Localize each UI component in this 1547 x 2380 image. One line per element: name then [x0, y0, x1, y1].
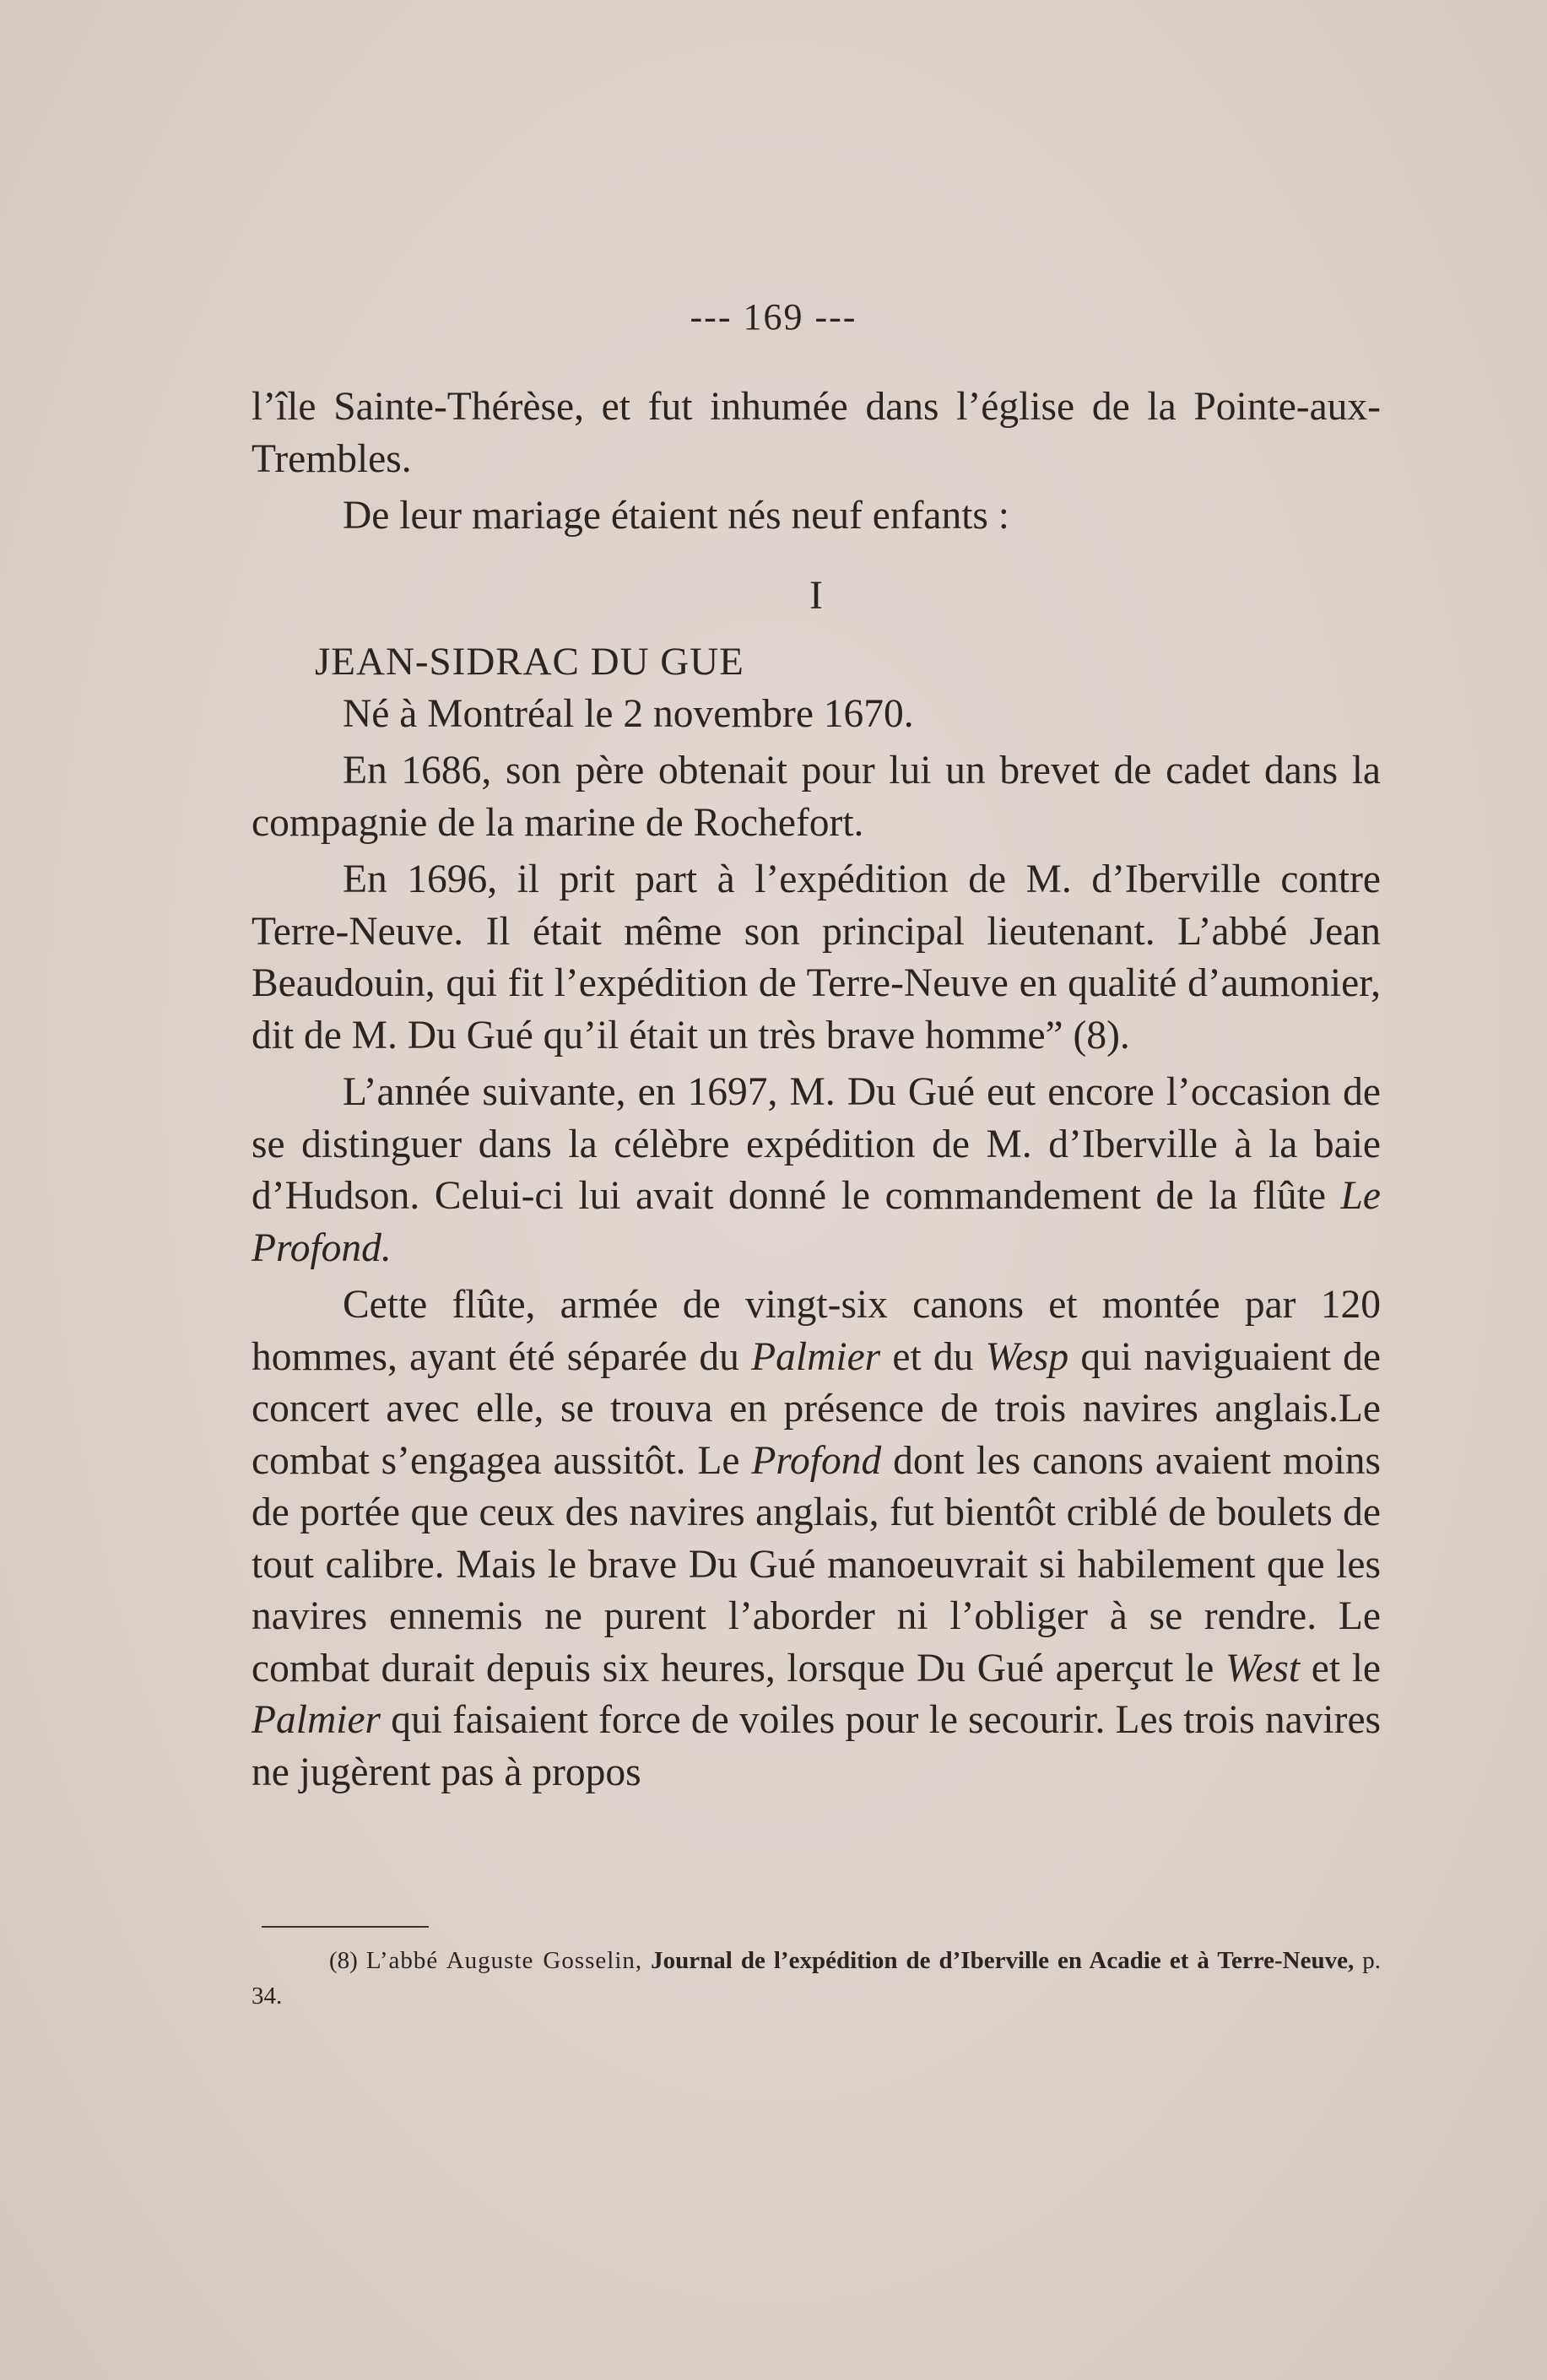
paragraph-continuation: l’île Sainte-Thérèse, et fut inhumée dans l’église de la Pointe-aux-Trembles. [252, 385, 1381, 481]
footnote-divider [262, 1926, 429, 1928]
ship-name-west: West [1225, 1646, 1301, 1690]
footnote-page-ref: p. 34. [252, 1947, 1381, 2009]
battle-text-d: dont les canons avaient moins de portée que ceux des navires anglais, fut bientôt criblé de boulets de tout calibre. Mais le brave Du Gué manoeuvrait si habilement que les navires ennemis ne purent l’aborder ni l’obliger à se rendre. Le combat durait depuis six heures, lorsque Du Gué aperçut le [252, 1438, 1382, 1690]
battle-text-e: et le [1311, 1646, 1382, 1690]
ship-name-palmier: Palmier [751, 1334, 881, 1379]
section-heading: JEAN-SIDRAC DU GUE [315, 640, 744, 684]
battle-text-b: et du [892, 1334, 974, 1379]
paragraph-birth: Né à Montréal le 2 novembre 1670. [343, 691, 914, 736]
footnote-mark: (8) [329, 1947, 358, 1974]
paragraph-children-intro: De leur mariage étaient nés neuf enfants : [343, 494, 1009, 538]
footnote-author: L’abbé Auguste Gosselin, [365, 1947, 643, 1974]
battle-text-f: qui faisaient force de voiles pour le secourir. Les trois navires ne jugèrent pas à propos [252, 1698, 1382, 1794]
paragraph-hudson-bay [252, 1067, 1381, 1274]
footnote [252, 1943, 1381, 2014]
ship-name-wesp: Wesp [985, 1334, 1069, 1379]
battle-text-a: Cette flûte, armée de vingt-six canons et montée par 120 hommes, ayant été séparée du [252, 1283, 1381, 1379]
paragraph-battle [252, 1279, 1381, 1799]
ship-name-palmier-2: Palmier [252, 1698, 381, 1742]
battle-text-c: qui naviguaient de concert avec elle, se trouva en présence de trois navires anglais.Le combat s’engagea aussitôt. Le [252, 1334, 1381, 1483]
paragraph-cadet: En 1686, son père obtenait pour lui un brevet de cadet dans la compagnie de la marine de Rochefort. [252, 749, 1381, 845]
body-text [252, 381, 1381, 1804]
page-number: --- 169 --- [690, 296, 857, 338]
paragraph-newfoundland: En 1696, il prit part à l’expédition de M. d’Iberville contre Terre-Neuve. Il était même son principal lieutenant. L’abbé Jean Beaudouin, qui fit l’expédition de Terre-Neuve en qualité d’aumonier, dit de M. Du Gué qu’il était un très brave homme” (8). [252, 857, 1381, 1057]
ship-name-le-profond: Le Profond. [252, 1174, 1381, 1270]
section-number: I [809, 572, 823, 618]
footnote-title: Journal de l’expédition de d’Iberville en Acadie et à Terre-Neuve, [651, 1947, 1355, 1974]
paragraph-hudson-bay-text: L’année suivante, en 1697, M. Du Gué eut encore l’occasion de se distinguer dans la célèbre expédition de M. d’Iberville à la baie d’Hudson. Celui-ci lui avait donné le commandement de la flûte [252, 1070, 1381, 1218]
ship-name-profond: Profond [751, 1438, 882, 1483]
